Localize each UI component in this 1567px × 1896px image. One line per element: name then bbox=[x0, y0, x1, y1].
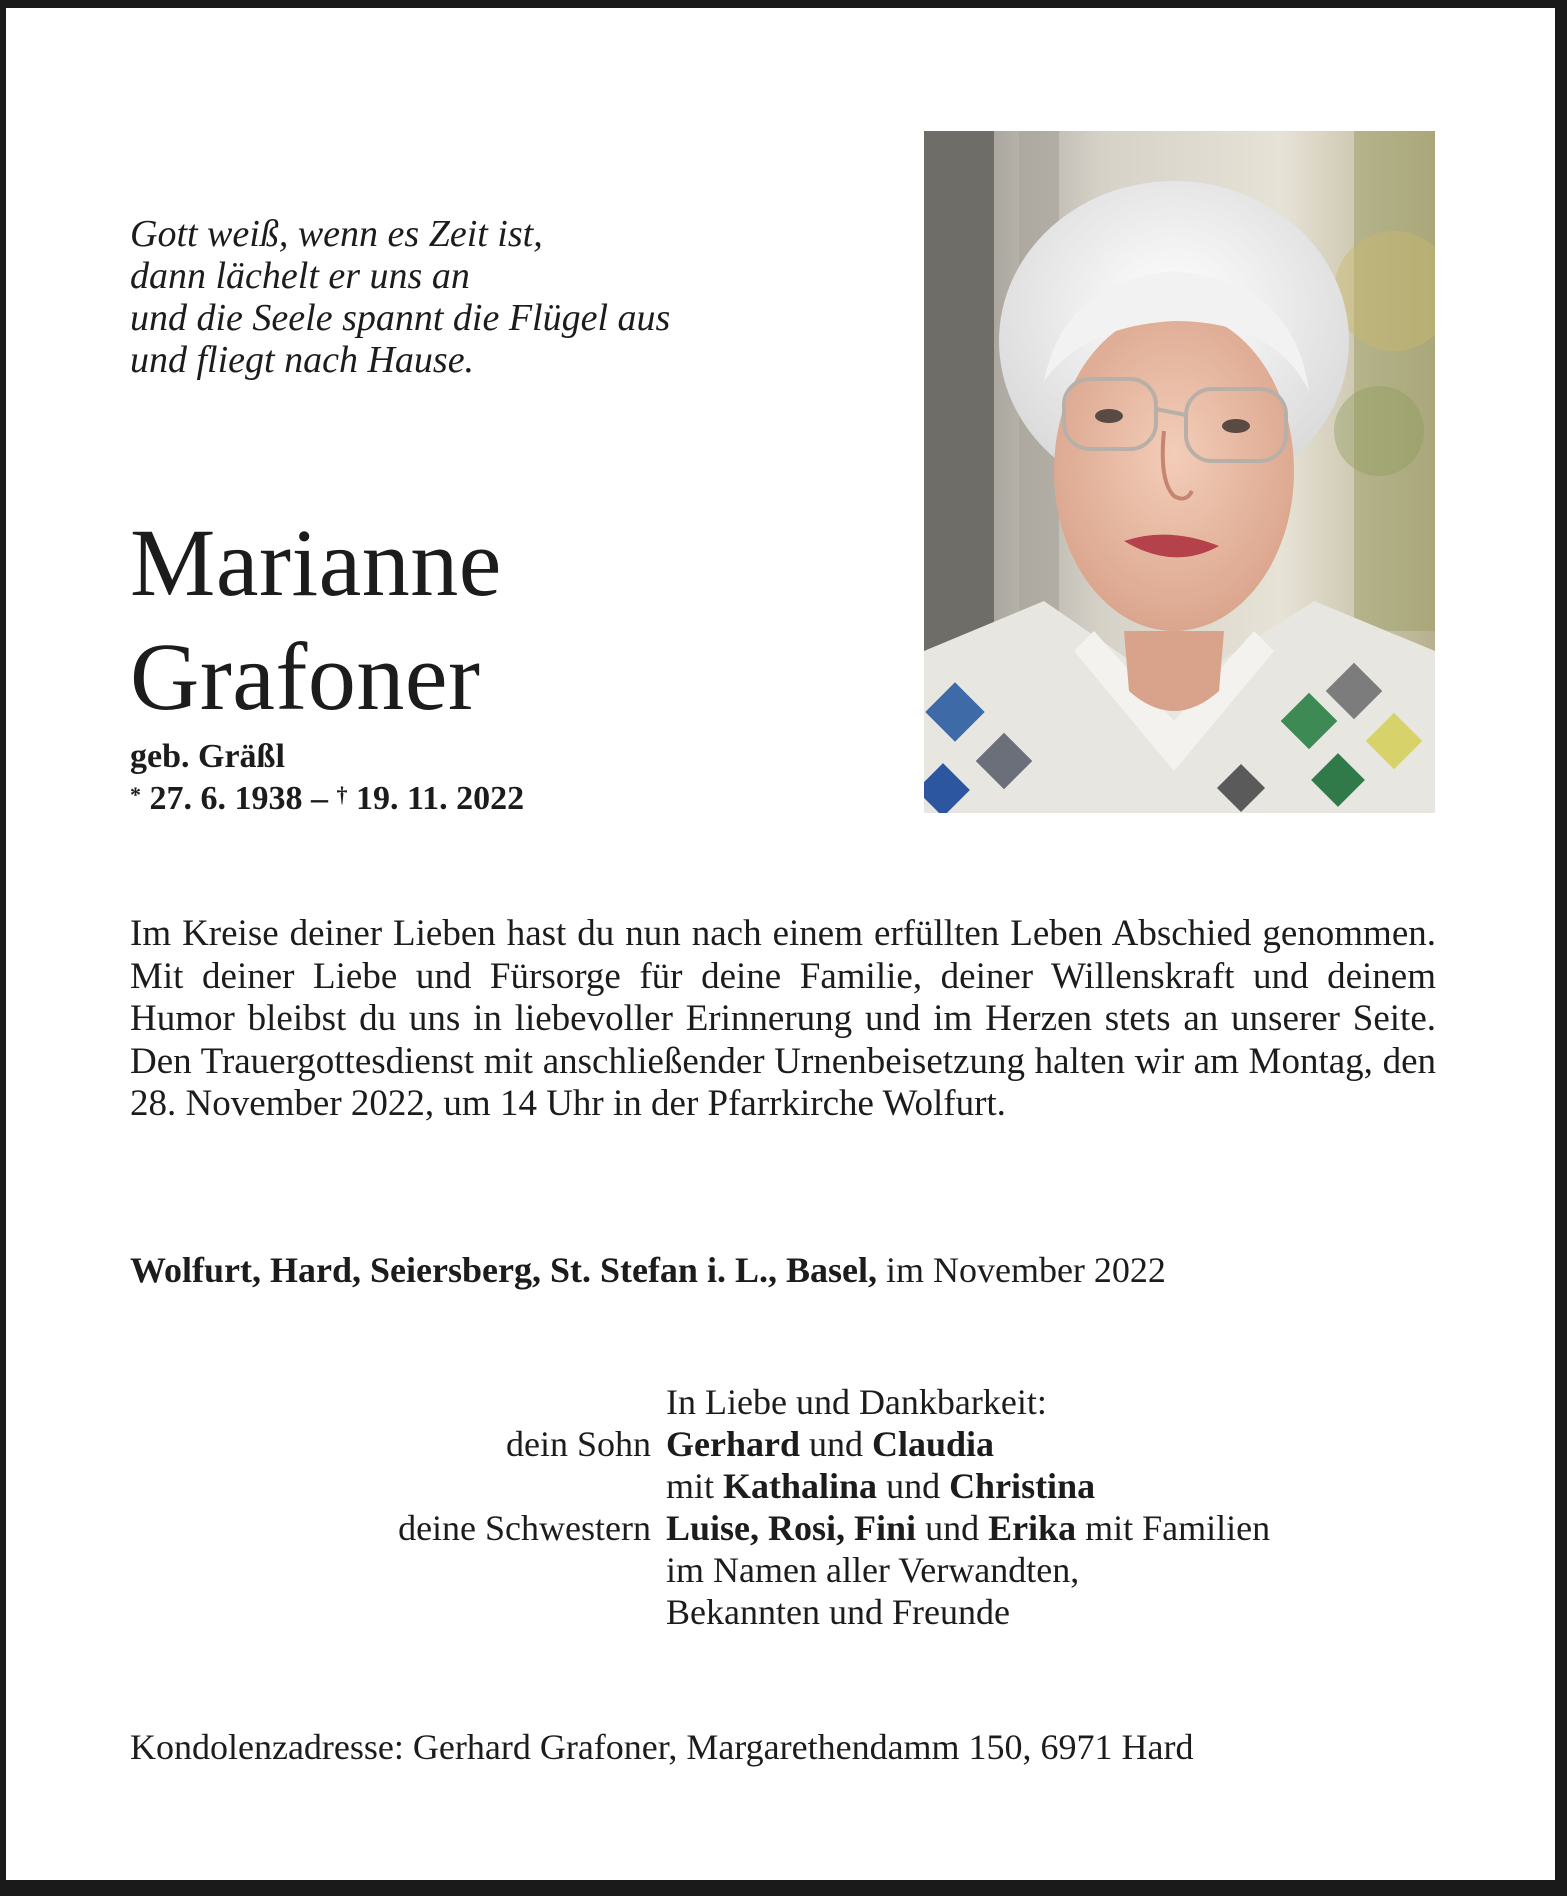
conjunction: und bbox=[886, 1466, 941, 1506]
obituary-card bbox=[6, 8, 1555, 1880]
conjunction: und bbox=[808, 1424, 863, 1464]
closing-line: im Namen aller Verwandten, bbox=[666, 1550, 1080, 1590]
conjunction: und bbox=[925, 1508, 980, 1548]
first-name: Marianne bbox=[130, 509, 502, 616]
sister-names: Luise, Rosi, Fini bbox=[666, 1508, 917, 1548]
poem-line: und fliegt nach Hause. bbox=[130, 339, 475, 381]
portrait-illustration bbox=[924, 131, 1435, 813]
places: Wolfurt, Hard, Seiersberg, St. Stefan i. L., Basel, bbox=[130, 1250, 877, 1290]
closing-line: Bekannten und Freunde bbox=[666, 1592, 1010, 1632]
poem-line: und die Seele spannt die Flügel aus bbox=[130, 297, 671, 339]
sister-name: Erika bbox=[988, 1508, 1077, 1548]
last-name: Grafoner bbox=[130, 623, 481, 730]
date-separator: – bbox=[311, 780, 328, 817]
condolence-address: Kondolenzadresse: Gerhard Grafoner, Margarethendamm 150, 6971 Hard bbox=[130, 1727, 1194, 1767]
sisters-label: deine Schwestern bbox=[398, 1508, 651, 1548]
place-date: im November 2022 bbox=[885, 1250, 1166, 1290]
place-date-line bbox=[130, 1248, 1436, 1292]
obituary-text: Im Kreise deiner Lieben hast du nun nach einem erfüllten Leben Abschied genommen. Mit deiner Liebe und Fürsorge für deine Familie, deiner Willenskraft und deinem Humor bleibst du uns in liebevoller Erinnerung und im Herzen stets an unserer Seite. Den Trauergottesdienst mit anschließender Urnenbeisetzung halten wir am Montag, den 28. November 2022, um 14 Uhr in der Pfarrkirche Wolfurt. bbox=[130, 913, 1436, 1124]
grandchild-name: Christina bbox=[949, 1466, 1096, 1506]
birth-mark: * bbox=[130, 782, 141, 807]
son-label: dein Sohn bbox=[505, 1424, 651, 1464]
poem-line: dann lächelt er uns an bbox=[130, 255, 470, 297]
death-mark: † bbox=[336, 782, 348, 807]
sisters-suffix: mit Familien bbox=[1085, 1508, 1271, 1548]
portrait-photo bbox=[924, 131, 1435, 813]
son-name: Gerhard bbox=[666, 1424, 800, 1464]
poem-line: Gott weiß, wenn es Zeit ist, bbox=[130, 213, 543, 255]
poem bbox=[130, 213, 830, 381]
grandchildren-names bbox=[666, 1465, 1095, 1507]
family-intro: In Liebe und Dankbarkeit: bbox=[666, 1382, 1047, 1422]
born-name: geb. Gräßl bbox=[130, 738, 285, 775]
sisters-names bbox=[666, 1507, 1270, 1549]
life-dates bbox=[130, 778, 524, 820]
deceased-name bbox=[130, 506, 502, 734]
with-word: mit bbox=[666, 1466, 715, 1506]
son-partner-name: Claudia bbox=[871, 1424, 995, 1464]
son-names bbox=[666, 1423, 994, 1465]
birth-date: 27. 6. 1938 bbox=[149, 780, 303, 817]
death-date: 19. 11. 2022 bbox=[356, 780, 525, 817]
grandchild-name: Kathalina bbox=[723, 1466, 878, 1506]
